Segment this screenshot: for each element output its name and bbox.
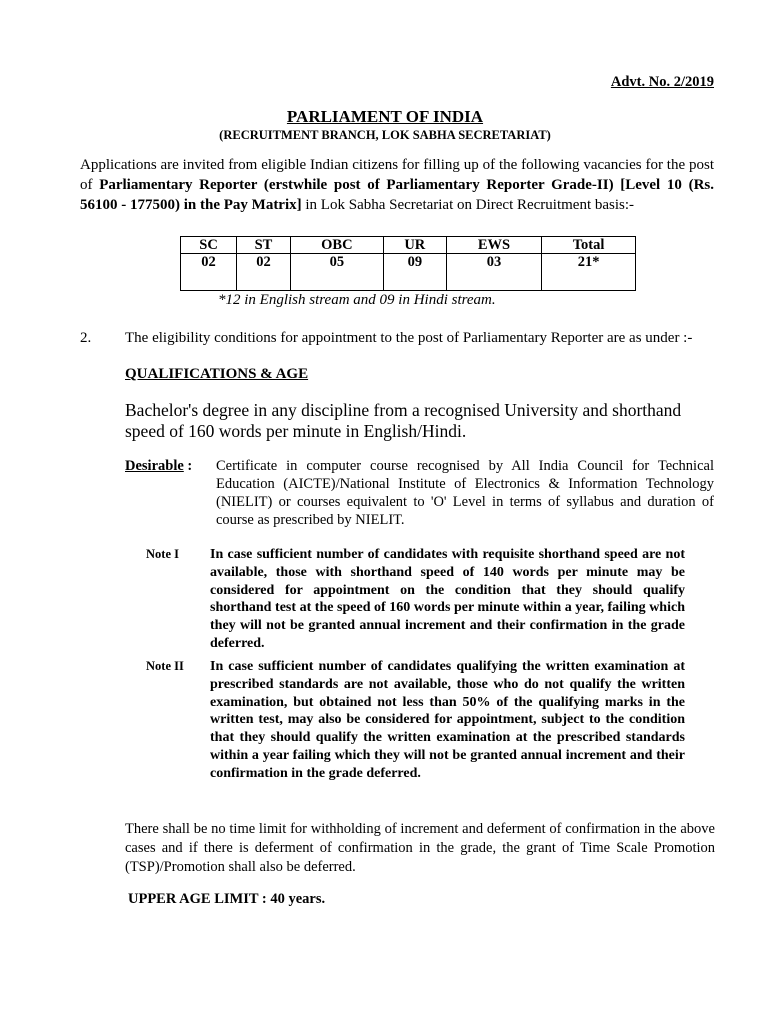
- page-subtitle: (RECRUITMENT BRANCH, LOK SABHA SECRETARIAT): [219, 128, 551, 142]
- intro-text-2: in Lok Sabha Secretariat on Direct Recruitment basis:-: [301, 197, 635, 213]
- vacancy-value-row: [181, 254, 636, 291]
- note-1-label: Note I: [146, 547, 179, 561]
- vacancy-header-cell: OBC: [290, 237, 383, 254]
- desirable-text: Certificate in computer course recognised by All India Council for Technical Education (AICTE)/National Institute of Electronics & Information Technology (NIELIT) or courses equivalent to 'O' Level in terms of syllabus and duration of course as prescribed by NIELIT.: [216, 458, 714, 528]
- desirable-label-text: Desirable: [125, 458, 184, 474]
- vacancy-header-cell: UR: [383, 237, 446, 254]
- vacancy-header-cell: SC: [181, 237, 237, 254]
- vacancy-header-cell: Total: [542, 237, 636, 254]
- vacancy-value-cell: 05: [290, 254, 383, 291]
- advt-number: Advt. No. 2/2019: [610, 74, 714, 90]
- degree-requirement: Bachelor's degree in any discipline from a recognised University and shorthand speed of 160 words per minute in English/Hindi.: [125, 400, 682, 441]
- vacancy-value-cell: 03: [446, 254, 541, 291]
- vacancy-value-cell: 09: [383, 254, 446, 291]
- vacancy-value-cell: 02: [181, 254, 237, 291]
- note-2-text: In case sufficient number of candidates qualifying the written examination at prescribed standards are not available, those who do not qualify the written examination, but obtained not less than 50% of the qualifying marks in the written test, may also be considered for appointment, subject to the condition that they should qualify the written examination at the prescribed standards within a year failing which they will not be granted annual increment and their confirmation in the grade deferred.: [210, 659, 685, 781]
- time-limit-paragraph: There shall be no time limit for withholding of increment and deferment of confirmation in the above cases and if there is deferment of confirmation in the grade, the grant of Time Scale Promotion (TSP)/Promotion shall also be deferred.: [125, 821, 715, 875]
- stream-note: *12 in English stream and 09 in Hindi stream.: [218, 292, 496, 308]
- vacancy-header-row: [181, 237, 636, 254]
- intro-text-1: Applications are invited from eligible Indian citizens for filling up of the following vacancies for the post of: [80, 157, 714, 193]
- eligibility-intro: The eligibility conditions for appointment to the post of Parliamentary Reporter are as under :-: [125, 330, 693, 346]
- vacancy-header-cell: EWS: [446, 237, 541, 254]
- vacancy-value-cell: 02: [237, 254, 291, 291]
- intro-paragraph: [80, 155, 714, 215]
- section-number: 2.: [80, 330, 92, 346]
- desirable-colon: :: [183, 458, 193, 474]
- page-title: PARLIAMENT OF INDIA: [286, 107, 484, 126]
- upper-age-limit: UPPER AGE LIMIT : 40 years.: [128, 891, 326, 907]
- post-name: Parliamentary Reporter (erstwhile post of Parliamentary Reporter Grade-II) [Level 10 (Rs. 56100 - 177500) in the Pay Matrix]: [80, 177, 714, 213]
- note-1-text: In case sufficient number of candidates with requisite shorthand speed are not available, those with shorthand speed of 140 words per minute may be considered for appointment on the condition that they should qualify shorthand test at the speed of 160 words per minute within a year, failing which they will not be granted annual increment and their confirmation in the grade deferred.: [210, 547, 685, 651]
- qualifications-heading: QUALIFICATIONS & AGE: [125, 366, 309, 382]
- note-2-label: Note II: [146, 659, 184, 673]
- desirable-label: [125, 458, 192, 475]
- vacancy-value-cell: 21*: [542, 254, 636, 291]
- vacancy-table: [180, 236, 636, 291]
- vacancy-header-cell: ST: [237, 237, 291, 254]
